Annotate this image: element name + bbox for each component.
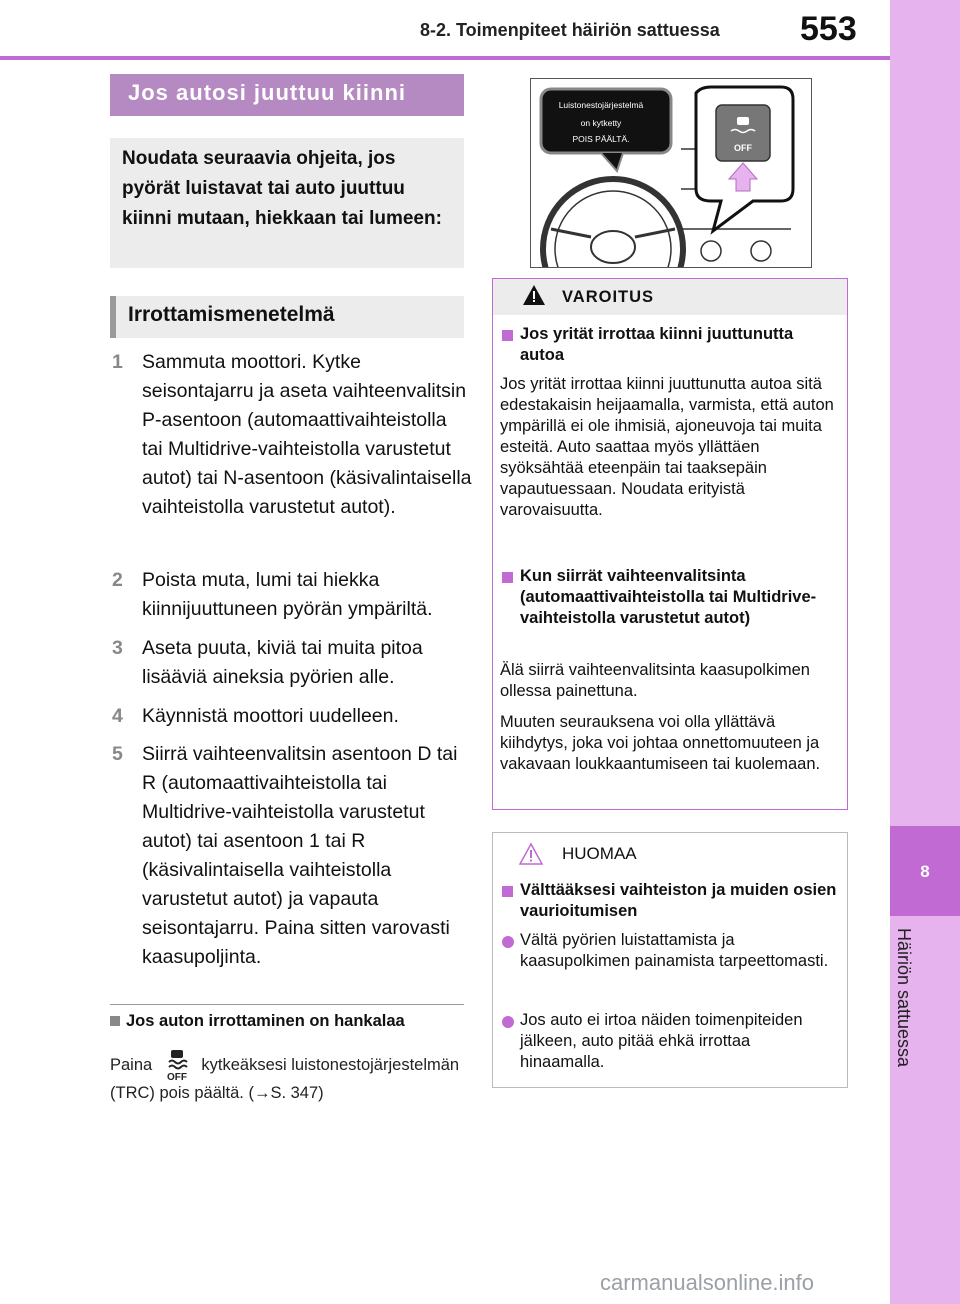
notice-bullet-2: Jos auto ei irtoa näiden toimenpiteiden jälkeen, auto pitää ehkä irrottaa hinaamalla. [520,1011,803,1071]
warning-triangle-icon [522,284,546,306]
warning-title: VAROITUS [562,288,655,306]
intro-text: Noudata seuraavia ohjeita, jos pyörät luistavat tai auto juuttuu kiinni mutaan, hiekkaan tai lumeen: [122,148,442,229]
note-text-after: kytkeäksesi luistonestojärjestelmän (TRC) pois päältä. (→S. 347) [110,1056,460,1102]
header-rule [0,56,890,60]
message-line-3: POIS PÄÄLTÄ. [572,134,630,144]
notice-subheading: Välttääksesi vaihteiston ja muiden osien vaurioitumisen [520,881,837,920]
square-bullet-icon [502,330,513,341]
warning-subheading-2: Kun siirrät vaihteenvalitsinta (automaattivaihteistolla tai Multidrive-vaihteistolla varustetut autot) [520,567,817,627]
step-text: Poista muta, lumi tai hiekka kiinnijuuttuneen pyörän ympäriltä. [142,569,433,620]
note-body [110,1048,470,1104]
step-text: Aseta puuta, kiviä tai muita pitoa lisääviä aineksia pyörien alle. [142,637,423,688]
method-heading-text: Irrottamismenetelmä [128,303,335,326]
trc-off-icon [163,1048,191,1082]
warning-paragraph-2: Älä siirrä vaihteenvalitsinta kaasupolkimen ollessa painettuna. [500,661,810,700]
warning-paragraph-3: Muuten seurauksena voi olla yllättävä kiihdytys, joka voi johtaa onnettomuuteen ja vakavaan loukkaantumiseen tai kuolemaan. [500,713,821,773]
step-5 [112,740,468,980]
step-number: 5 [112,743,123,765]
round-bullet-icon [502,936,514,948]
round-bullet-icon [502,1016,514,1028]
chapter-side-tab [890,0,960,1304]
page-number: 553 [800,10,857,48]
note-heading [110,1012,405,1031]
intro-box [110,138,464,268]
step-text: Sammuta moottori. Kytke seisontajarru ja aseta vaihteenvalitsin P-asentoon (automaattivaihteistolla tai Multidrive-vaihteistolla varustetut autot) tai N-asentoon (käsivalintaisella vaihteistolla varustetut autot). [142,351,472,518]
notice-title: HUOMAA [562,844,637,863]
svg-text:OFF: OFF [166,1072,187,1082]
message-line-1: Luistonestojärjestelmä [558,100,644,110]
step-text: Käynnistä moottori uudelleen. [142,705,399,727]
step-number: 2 [112,569,123,591]
step-3 [112,634,468,694]
message-line-2: on kytketty [580,118,622,128]
note-divider [110,1004,464,1005]
notice-bullet-1: Vältä pyörien luistattamista ja kaasupolkimen painamista tarpeettomasti. [520,931,829,970]
section-title: 8-2. Toimenpiteet häiriön sattuessa [420,20,720,40]
button-off-label: OFF [734,143,752,153]
caution-triangle-icon [518,842,544,866]
step-text: Siirrä vaihteenvalitsin asentoon D tai R (automaattivaihteistolla tai Multidrive-vaihteistolla varustetut autot) tai asentoon 1 tai R (käsivalintaisella vaihteistolla varustetut autot) ja vapauta seisontajarru. Paina sitten varovasti kaasupoljinta. [142,743,458,968]
watermark: carmanualsonline.info [600,1270,815,1295]
note-text-before: Paina [110,1056,153,1074]
step-2 [112,566,468,626]
square-bullet-icon [110,1016,120,1026]
warning-header [493,279,847,315]
step-4 [112,702,468,732]
step-1 [112,348,472,580]
square-bullet-icon [502,886,513,897]
chapter-number: 8 [920,862,930,881]
trc-message-display [540,92,662,152]
note-heading-text: Jos auton irrottaminen on hankalaa [126,1012,405,1030]
warning-paragraph-1: Jos yrität irrottaa kiinni juuttunutta autoa sitä edestakaisin heijaamalla, varmista, että auton ympärillä ei ole ihmisiä, ajoneuvoja tai muita esteitä. Auto saattaa myös yllättäen syöksähtää eteenpäin tai taaksepäin vapautuessaan. Noudata erityistä varovaisuutta. [500,375,834,519]
main-heading-text: Jos autosi juuttuu kiinni [128,80,406,105]
main-heading [110,74,464,116]
method-heading [110,296,464,338]
chapter-label-wrap [893,928,923,1098]
step-number: 3 [112,637,123,659]
warning-subheading-1: Jos yrität irrottaa kiinni juuttunutta autoa [520,325,794,364]
step-number: 1 [112,351,123,373]
step-number: 4 [112,705,123,727]
chapter-label: Häiriön sattuessa [894,928,914,1068]
square-bullet-icon [502,572,513,583]
